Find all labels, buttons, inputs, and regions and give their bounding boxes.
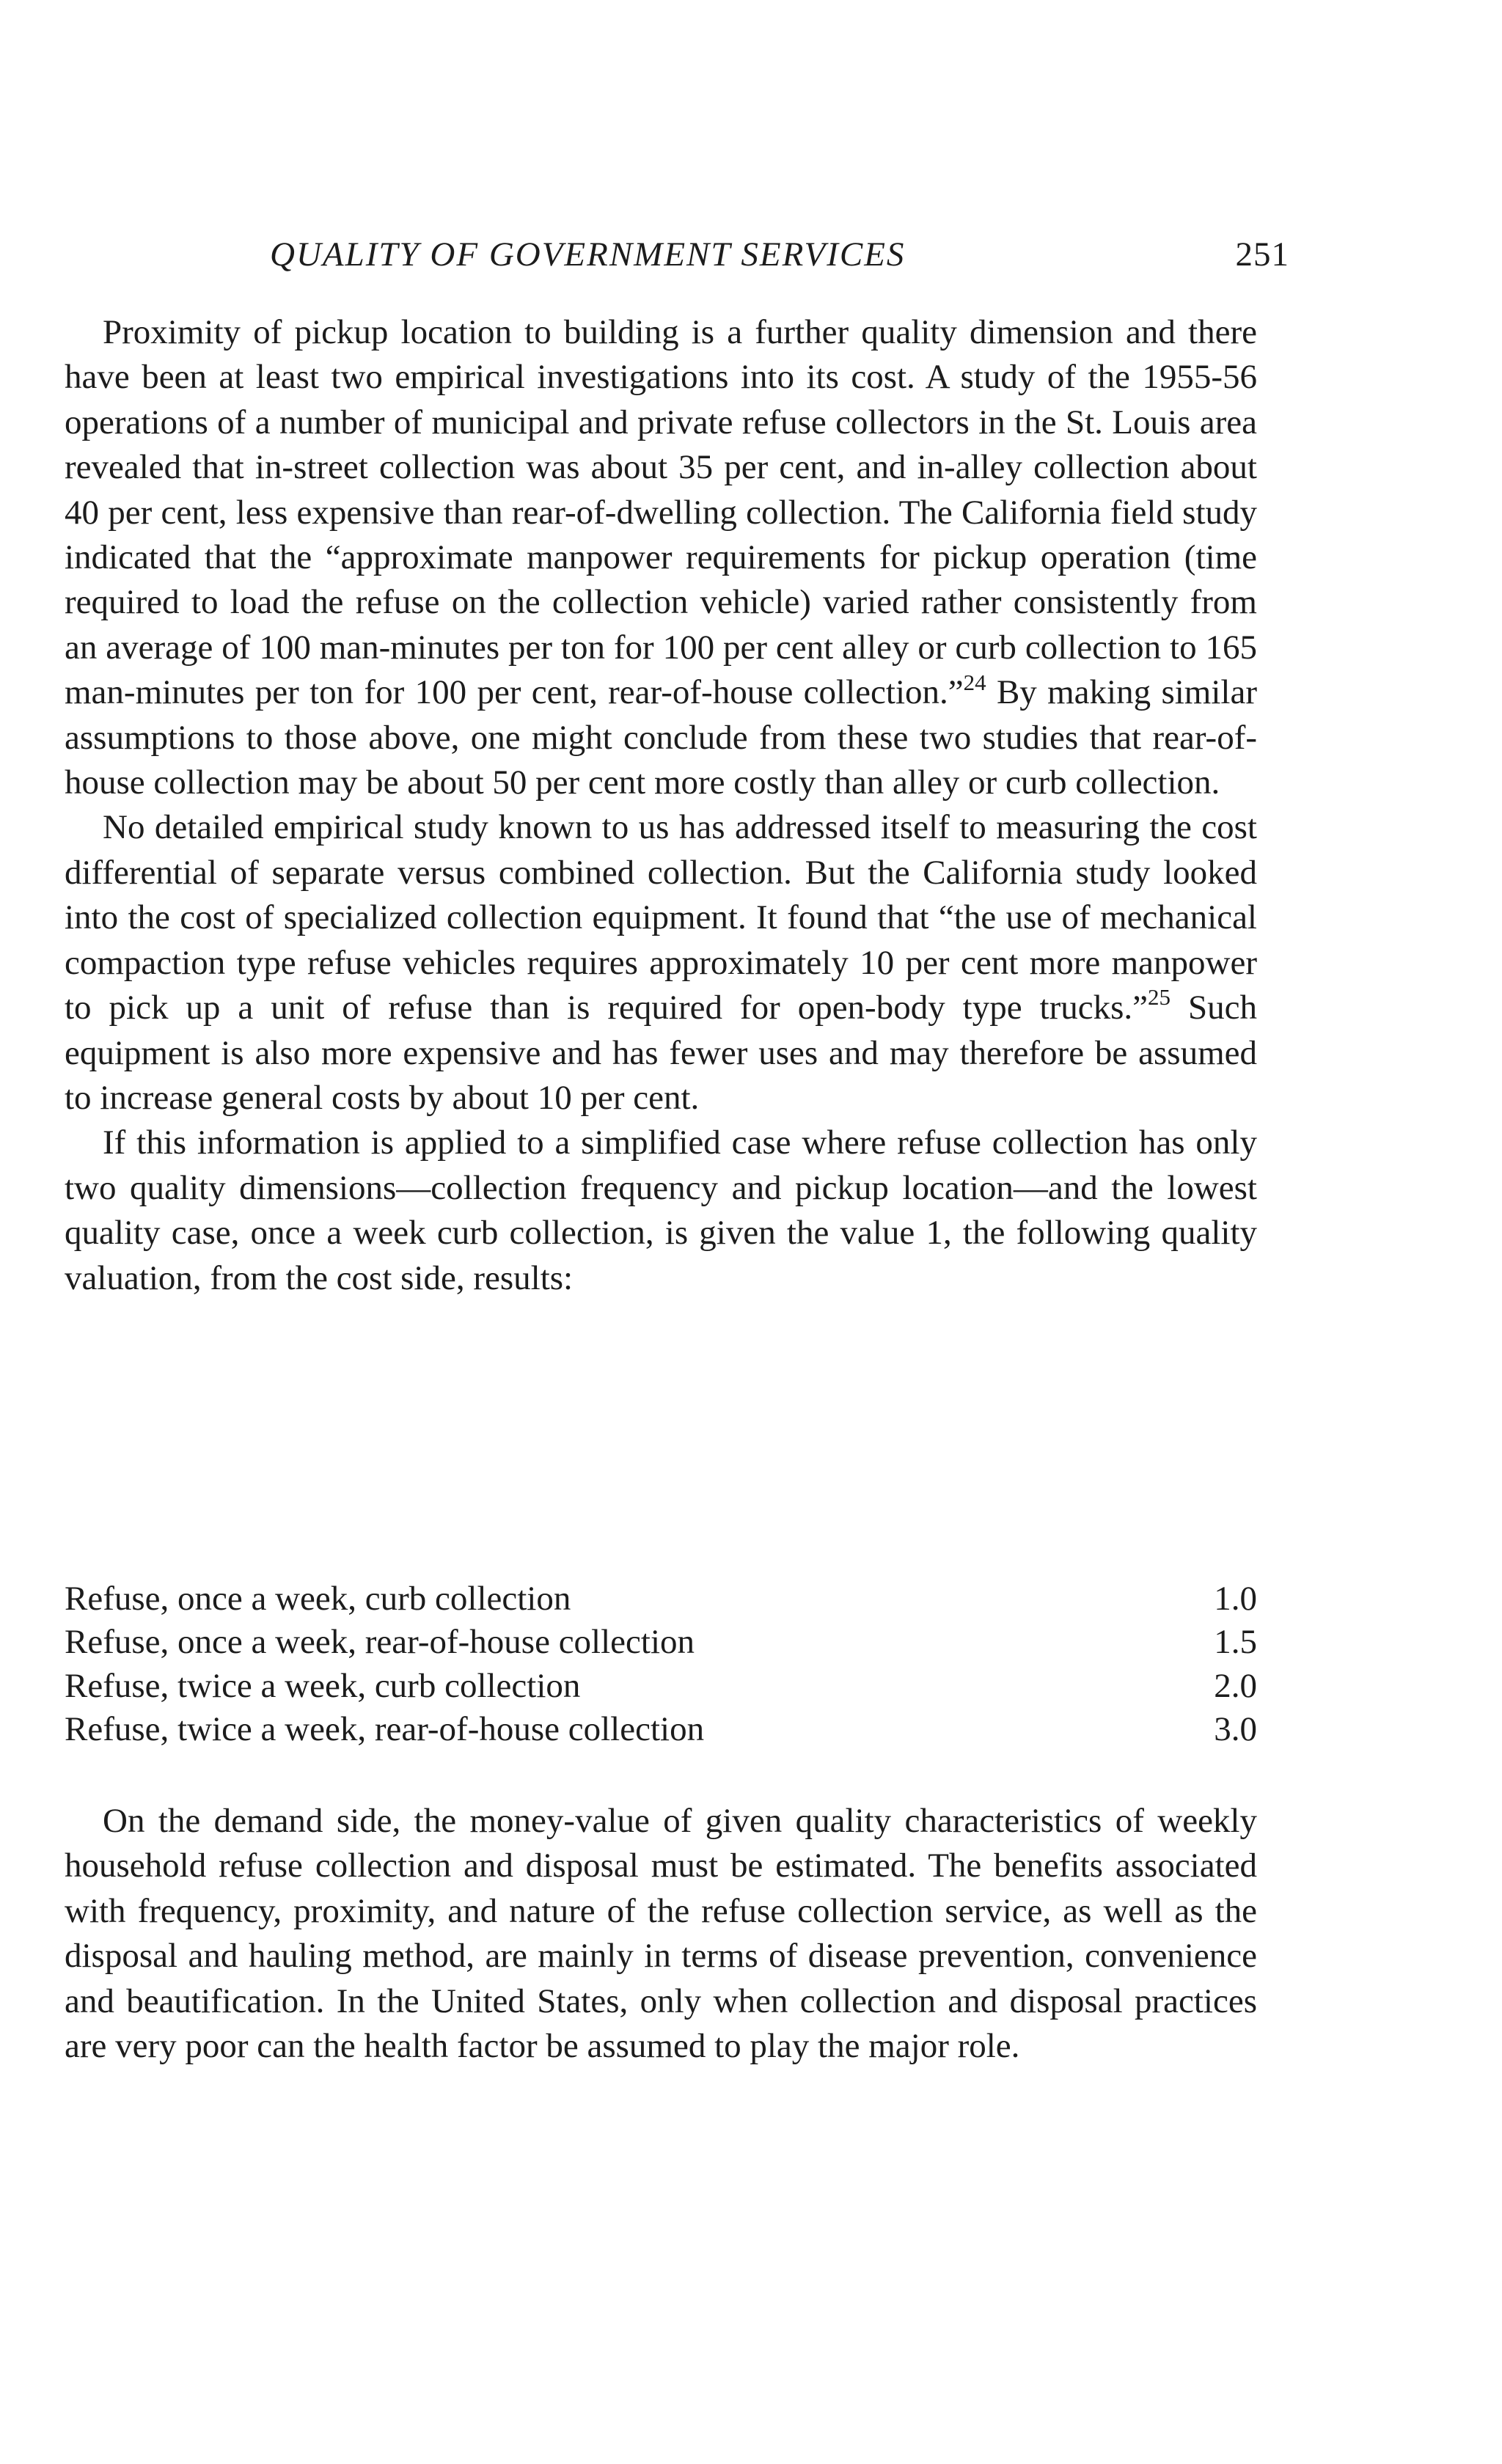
cost-analysis-text (65, 310, 1257, 1301)
valuation-label: Refuse, twice a week, curb collection (65, 1666, 581, 1705)
valuation-row (65, 1708, 1257, 1751)
demand-side-paragraph: On the demand side, the money-value of given quality characteristics of weekly household refuse collection and disposal must be estimated. The benefits associated with frequency, proximity, and nature of the refuse collection service, as well as the disposal and hauling method, are mainly in terms of disease prevention, convenience and beautification. In the United States, only when collection and disposal practices are very poor can the health factor be assumed to play the major role. (65, 1802, 1257, 2066)
paragraph-text-continuation: By making similar assumptions to those above, one might conclude from these two studies that rear-of-house collection may be about 50 per cent more costly than alley or curb collection. (65, 673, 1257, 802)
page-number: 251 (1235, 235, 1289, 274)
footnote-24: 24 (963, 669, 986, 695)
paragraph-text-continuation: Such equipment is also more expensive and has fewer uses and may therefore be assumed to increase general costs by about 10 per cent. (65, 989, 1257, 1117)
quality-valuation-introduction: If this information is applied to a simplified case where refuse collection has only two quality dimensions—collection frequency and pickup location—and the lowest quality case, once a week curb collection, is given the value 1, the following quality valuation, from the cost side, results: (65, 1123, 1257, 1297)
proximity-cost-paragraph (65, 310, 1257, 805)
valuation-value: 2.0 (1214, 1666, 1257, 1705)
valuation-row (65, 1577, 1257, 1621)
valuation-label: Refuse, twice a week, rear-of-house collection (65, 1709, 705, 1748)
valuation-label: Refuse, once a week, rear-of-house collection (65, 1623, 695, 1662)
valuation-value: 1.0 (1214, 1580, 1257, 1618)
demand-side-text (65, 1799, 1257, 2069)
valuation-label: Refuse, once a week, curb collection (65, 1580, 571, 1618)
separate-collection-paragraph (65, 805, 1257, 1121)
paragraph-text: No detailed empirical study known to us has addressed itself to measuring the cost differential of separate versus combined collection. But the California study looked into the cost of specialized collection equipment. It found that “the use of mechanical compaction type refuse vehicles requires approximately 10 per cent more manpower to pick up a unit of refuse than is required for open-body type trucks.” (65, 808, 1257, 1027)
running-head (65, 229, 1289, 280)
valuation-value: 3.0 (1214, 1709, 1257, 1748)
valuation-row (65, 1621, 1257, 1664)
paragraph-text: Proximity of pickup location to building is a further quality dimension and there have been at least two empirical investigations into its cost. A study of the 1955-56 operations of a number of municipal and private refuse collectors in the St. Louis area revealed that in-street collection was about 35 per cent, and in-alley collection about 40 per cent, less expensive than rear-of-dwelling collection. The California field study indicated that the “approximate manpower requirements for pickup operation (time required to load the refuse on the collection vehicle) varied rather consistently from an average of 100 man-minutes per ton for 100 per cent alley or curb collection to 165 man-minutes per ton for 100 per cent, rear-of-house collection.” (65, 313, 1257, 712)
footnote-25: 25 (1148, 984, 1171, 1011)
valuation-value: 1.5 (1214, 1623, 1257, 1662)
quality-valuation-table (65, 1577, 1257, 1751)
running-title: QUALITY OF GOVERNMENT SERVICES (270, 235, 906, 274)
valuation-row (65, 1665, 1257, 1708)
